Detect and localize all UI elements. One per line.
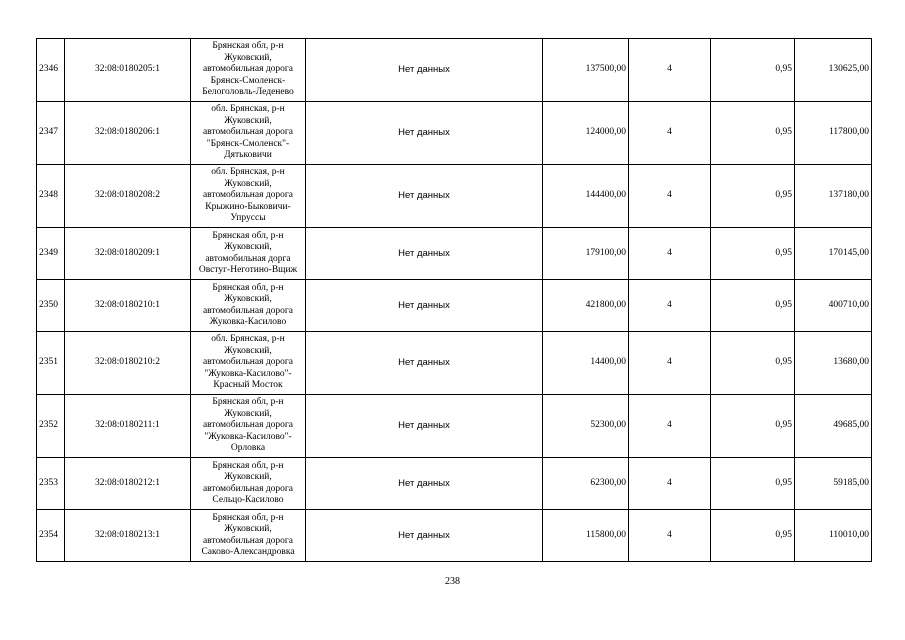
address-line: автомобильная дорога	[202, 64, 294, 75]
coefficient-cell: 0,95	[711, 102, 795, 165]
address-cell	[191, 332, 306, 395]
address-cell	[191, 280, 306, 332]
row-number-cell: 2352	[37, 395, 65, 458]
address-line: Брянская обл, р-н	[212, 460, 284, 471]
table-body	[37, 39, 872, 562]
address-line: Крыжино-Быковичи-	[205, 201, 291, 212]
address-line: Жуковский,	[224, 52, 272, 63]
address-line: обл. Брянская, р-н	[211, 104, 285, 115]
cadastral-value-cell: 179100,00	[543, 228, 629, 280]
address-cell	[191, 458, 306, 510]
table-row	[37, 228, 872, 280]
address-cell	[191, 510, 306, 562]
purpose-cell: Нет данных	[306, 39, 543, 102]
purpose-cell: Нет данных	[306, 280, 543, 332]
result-value-cell: 59185,00	[795, 458, 872, 510]
cadastral-value-cell: 144400,00	[543, 165, 629, 228]
address-line: Белоголовль-Леденево	[202, 87, 294, 98]
group-cell: 4	[629, 102, 711, 165]
coefficient-cell: 0,95	[711, 458, 795, 510]
coefficient-cell: 0,95	[711, 39, 795, 102]
table-row	[37, 165, 872, 228]
cadastral-number-cell: 32:08:0180211:1	[65, 395, 191, 458]
cadastral-value-cell: 137500,00	[543, 39, 629, 102]
address-line: Сельцо-Касилово	[212, 494, 284, 505]
result-value-cell: 137180,00	[795, 165, 872, 228]
row-number-cell: 2354	[37, 510, 65, 562]
cadastral-value-cell: 14400,00	[543, 332, 629, 395]
cadastral-number-cell: 32:08:0180205:1	[65, 39, 191, 102]
cadastral-number-cell: 32:08:0180212:1	[65, 458, 191, 510]
cadastral-number-cell: 32:08:0180210:1	[65, 280, 191, 332]
address-line: Брянск-Смоленск-	[210, 75, 286, 86]
address-line: Красный Мосток	[213, 380, 283, 391]
address-line: Брянская обл, р-н	[212, 512, 284, 523]
cadastral-number-cell: 32:08:0180208:2	[65, 165, 191, 228]
cadastral-value-cell: 115800,00	[543, 510, 629, 562]
row-number-cell: 2351	[37, 332, 65, 395]
group-cell: 4	[629, 332, 711, 395]
row-number-cell: 2347	[37, 102, 65, 165]
address-line: Брянская обл, р-н	[212, 230, 284, 241]
coefficient-cell: 0,95	[711, 280, 795, 332]
address-line: Жуковка-Касилово	[209, 316, 287, 327]
page-number: 238	[445, 576, 460, 587]
address-line: Брянская обл, р-н	[212, 41, 284, 52]
table-row	[37, 280, 872, 332]
purpose-cell: Нет данных	[306, 165, 543, 228]
group-cell: 4	[629, 280, 711, 332]
cadastral-number-cell: 32:08:0180206:1	[65, 102, 191, 165]
address-line: обл. Брянская, р-н	[211, 334, 285, 345]
address-cell	[191, 102, 306, 165]
cadastral-value-cell: 62300,00	[543, 458, 629, 510]
address-cell	[191, 228, 306, 280]
address-line: автомобильная дорга	[205, 253, 291, 264]
address-line: "Жуковка-Касилово"-	[204, 368, 292, 379]
address-cell	[191, 395, 306, 458]
result-value-cell: 110010,00	[795, 510, 872, 562]
coefficient-cell: 0,95	[711, 510, 795, 562]
purpose-cell: Нет данных	[306, 458, 543, 510]
address-line: автомобильная дорога	[202, 535, 294, 546]
purpose-cell: Нет данных	[306, 510, 543, 562]
purpose-cell: Нет данных	[306, 332, 543, 395]
table-row	[37, 332, 872, 395]
result-value-cell: 117800,00	[795, 102, 872, 165]
result-value-cell: 170145,00	[795, 228, 872, 280]
address-line: "Брянск-Смоленск"-	[206, 138, 290, 149]
group-cell: 4	[629, 458, 711, 510]
address-line: Жуковский,	[224, 178, 272, 189]
table-row	[37, 458, 872, 510]
cadastral-value-cell: 421800,00	[543, 280, 629, 332]
row-number-cell: 2349	[37, 228, 65, 280]
address-line: "Жуковка-Касилово"-	[204, 431, 292, 442]
address-line: Брянская обл, р-н	[212, 397, 284, 408]
row-number-cell: 2350	[37, 280, 65, 332]
address-line: Жуковский,	[224, 408, 272, 419]
cadastral-number-cell: 32:08:0180210:2	[65, 332, 191, 395]
purpose-cell: Нет данных	[306, 228, 543, 280]
address-line: автомобильная дорога	[202, 190, 294, 201]
address-line: обл. Брянская, р-н	[211, 167, 285, 178]
result-value-cell: 130625,00	[795, 39, 872, 102]
table-row	[37, 39, 872, 102]
purpose-cell: Нет данных	[306, 102, 543, 165]
coefficient-cell: 0,95	[711, 228, 795, 280]
address-cell	[191, 39, 306, 102]
cadastral-number-cell: 32:08:0180209:1	[65, 228, 191, 280]
group-cell: 4	[629, 39, 711, 102]
address-line: автомобильная дорога	[202, 127, 294, 138]
cadastral-number-cell: 32:08:0180213:1	[65, 510, 191, 562]
group-cell: 4	[629, 165, 711, 228]
coefficient-cell: 0,95	[711, 332, 795, 395]
address-line: Жуковский,	[224, 294, 272, 305]
group-cell: 4	[629, 395, 711, 458]
result-value-cell: 400710,00	[795, 280, 872, 332]
registry-table	[36, 38, 872, 562]
address-line: Жуковский,	[224, 115, 272, 126]
address-line: автомобильная дорога	[202, 420, 294, 431]
row-number-cell: 2346	[37, 39, 65, 102]
table-row	[37, 102, 872, 165]
address-line: Жуковский,	[224, 472, 272, 483]
row-number-cell: 2353	[37, 458, 65, 510]
address-line: Саково-Александровка	[201, 546, 295, 557]
address-line: Жуковский,	[224, 345, 272, 356]
row-number-cell: 2348	[37, 165, 65, 228]
table-row	[37, 510, 872, 562]
result-value-cell: 13680,00	[795, 332, 872, 395]
address-line: Дятьковичи	[224, 150, 272, 161]
address-line: автомобильная дорога	[202, 305, 294, 316]
coefficient-cell: 0,95	[711, 395, 795, 458]
address-line: Орловка	[230, 443, 266, 454]
address-cell	[191, 165, 306, 228]
table-row	[37, 395, 872, 458]
address-line: Жуковский,	[224, 524, 272, 535]
address-line: Овстуг-Неготино-Вщиж	[198, 264, 298, 275]
cadastral-value-cell: 52300,00	[543, 395, 629, 458]
cadastral-value-cell: 124000,00	[543, 102, 629, 165]
address-line: Жуковский,	[224, 242, 272, 253]
result-value-cell: 49685,00	[795, 395, 872, 458]
address-line: автомобильная дорога	[202, 357, 294, 368]
group-cell: 4	[629, 510, 711, 562]
address-line: Брянская обл, р-н	[212, 282, 284, 293]
purpose-cell: Нет данных	[306, 395, 543, 458]
address-line: автомобильная дорога	[202, 483, 294, 494]
group-cell: 4	[629, 228, 711, 280]
coefficient-cell: 0,95	[711, 165, 795, 228]
address-line: Упруссы	[230, 213, 266, 224]
